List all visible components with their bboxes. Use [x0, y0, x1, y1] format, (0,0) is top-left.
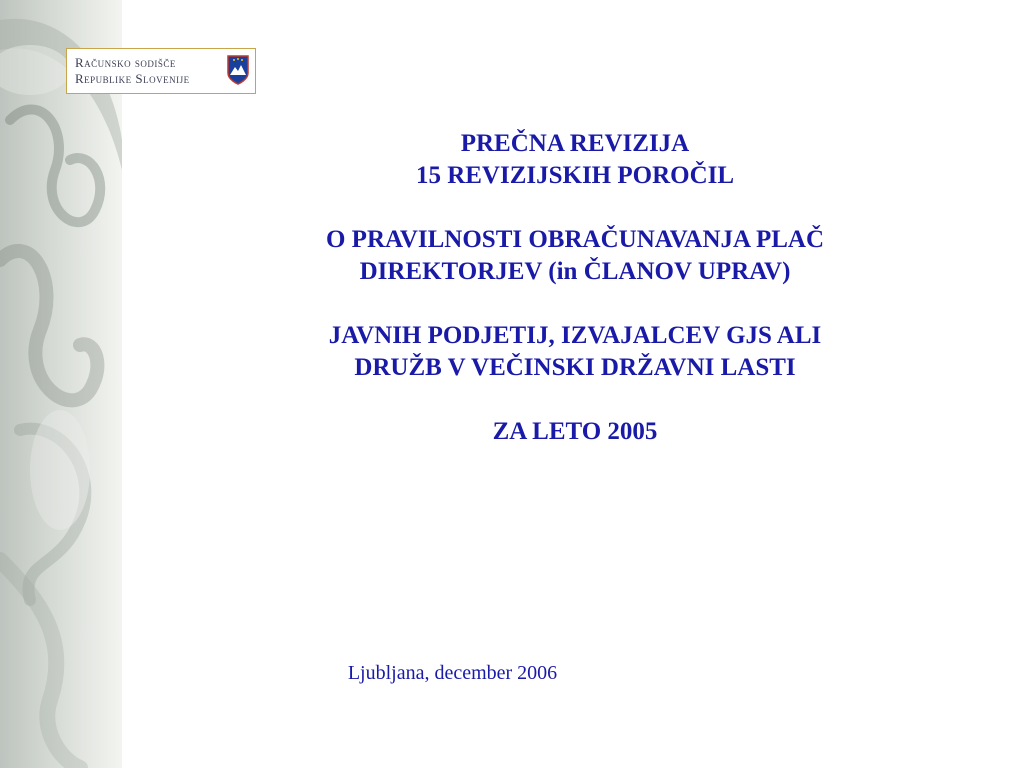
title-line-2: 15 REVIZIJSKIH POROČIL: [415, 162, 735, 189]
place-date: Ljubljana, december 2006: [347, 662, 558, 684]
logo-line-1: Računsko sodišče: [75, 55, 176, 70]
spacer: [180, 384, 970, 416]
institution-logo: [66, 48, 256, 94]
decorative-coin-strip: [0, 0, 122, 768]
title-line-1: PREČNA REVIZIJA: [460, 130, 690, 157]
title-line-6: DRUŽB V VEČINSKI DRŽAVNI LASTI: [354, 354, 796, 381]
title-line-5: JAVNIH PODJETIJ, IZVAJALCEV GJS ALI: [328, 322, 822, 349]
slide-title: [180, 128, 970, 448]
title-line-7: ZA LETO 2005: [492, 418, 658, 445]
slovenian-crest-icon: [227, 55, 249, 85]
logo-text: [75, 55, 190, 87]
title-line-3: O PRAVILNOSTI OBRAČUNAVANJA PLAČ: [325, 226, 824, 253]
spacer: [180, 192, 970, 224]
coin-relief-image: [0, 0, 122, 768]
logo-line-2: Republike Slovenije: [75, 71, 190, 86]
spacer: [180, 288, 970, 320]
title-line-4: DIREKTORJEV (in ČLANOV UPRAV): [359, 258, 791, 285]
